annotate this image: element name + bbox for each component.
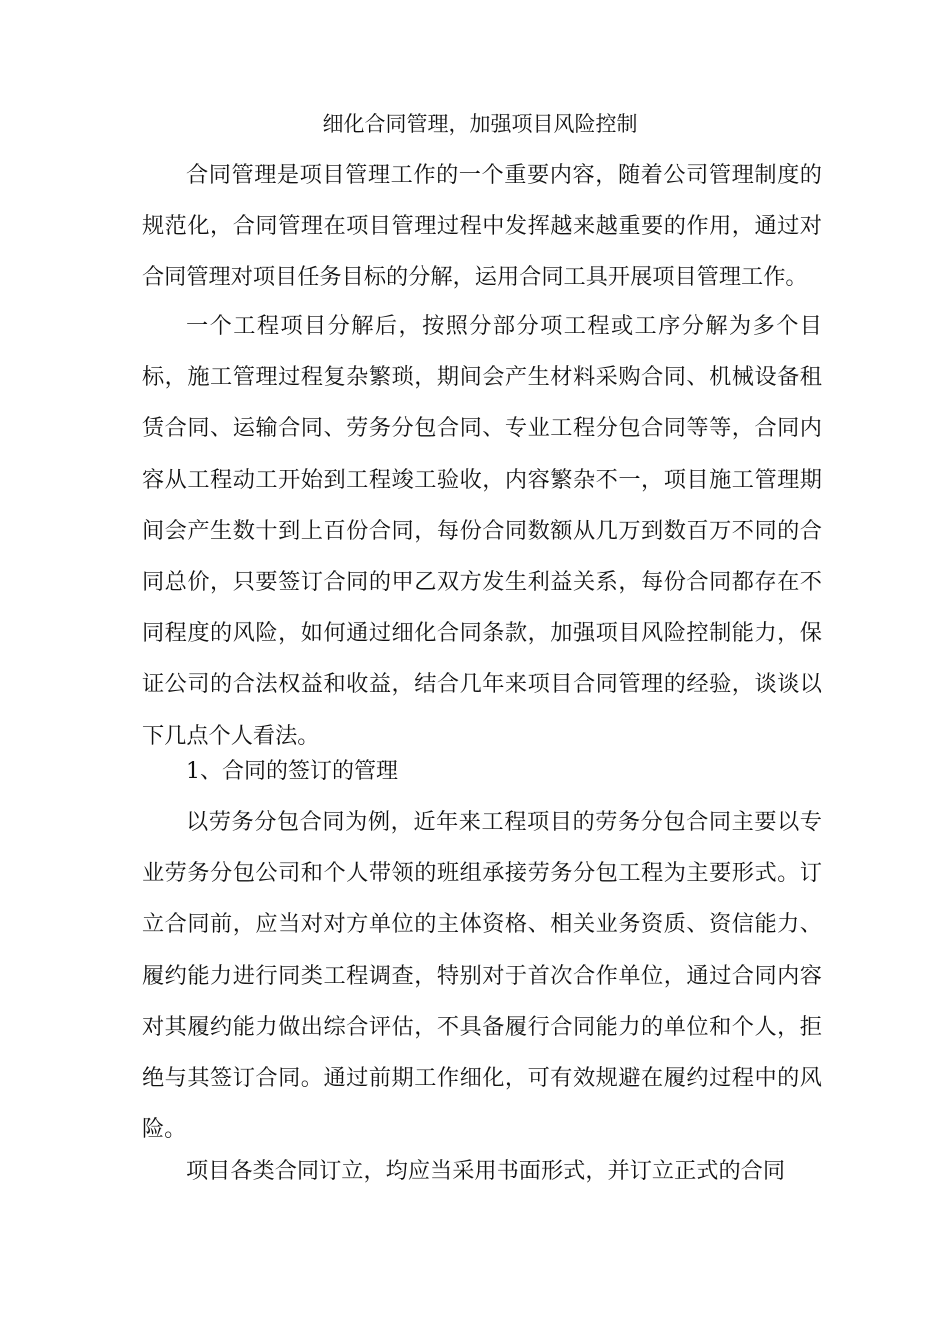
paragraph-labor-subcontract: 以劳务分包合同为例，近年来工程项目的劳务分包合同主要以专业劳务分包公司和个人带领的班组承接劳务分包工程为主要形式。订立合同前，应当对对方单位的主体资格、相关业务资质、资信能力、履约能力进行同类工程调查，特别对于首次合作单位，通过合同内容对其履约能力做出综合评估，不具备履行合同能力的单位和个人，拒绝与其签订合同。通过前期工作细化，可有效规避在履约过程中的风险。 [142, 809, 822, 1143]
section-heading-contract-signing: 1、合同的签订的管理 [186, 759, 398, 784]
document-title: 细化合同管理，加强项目风险控制 [322, 112, 638, 136]
paragraph-project-breakdown: 一个工程项目分解后，按照分部分项工程或工序分解为多个目标，施工管理过程复杂繁琐，期间会产生材料采购合同、机械设备租赁合同、运输合同、劳务分包合同、专业工程分包合同等等，合同内容从工程动工开始到工程竣工验收，内容繁杂不一，项目施工管理期间会产生数十到上百份合同，每份合同数额从几万到数百万不同的合同总价，只要签订合同的甲乙双方发生利益关系，每份合同都存在不同程度的风险，如何通过细化合同条款，加强项目风险控制能力，保证公司的合法权益和收益，结合几年来项目合同管理的经验，谈谈以下几点个人看法。 [142, 313, 822, 749]
paragraph-intro: 合同管理是项目管理工作的一个重要内容，随着公司管理制度的规范化，合同管理在项目管理过程中发挥越来越重要的作用，通过对合同管理对项目任务目标的分解，运用合同工具开展项目管理工作。 [142, 162, 822, 291]
paragraph-written-form: 项目各类合同订立，均应当采用书面形式，并订立正式的合同 [186, 1158, 786, 1184]
